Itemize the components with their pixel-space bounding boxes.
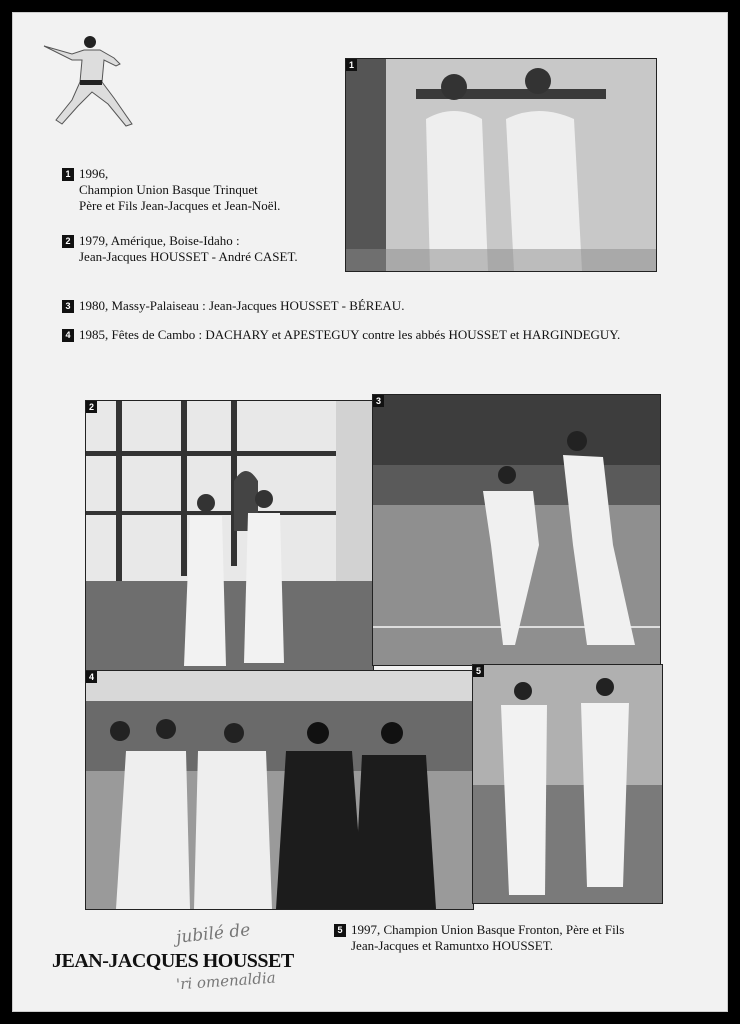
- logo-script-bottom: 'ri omenaldia: [175, 968, 277, 994]
- logo-script-top: jubilé de: [175, 920, 252, 948]
- logo-name: JEAN-JACQUES HOUSSET: [52, 950, 294, 972]
- photo-number-badge: 2: [86, 401, 97, 413]
- caption-text: 1996,: [79, 166, 109, 181]
- photo-number-badge: 4: [86, 671, 97, 683]
- photo-2: [85, 400, 374, 672]
- caption-text: Jean-Jacques et Ramuntxo HOUSSET.: [351, 938, 553, 953]
- caption-text: 1979, Amérique, Boise-Idaho :: [79, 233, 240, 248]
- document-page: [12, 12, 728, 1012]
- caption-2: [62, 233, 352, 265]
- caption-number: 3: [62, 300, 74, 313]
- photo-1: [345, 58, 657, 272]
- caption-text: Père et Fils Jean-Jacques et Jean-Noël.: [79, 198, 281, 213]
- photo-number-badge: 1: [346, 59, 357, 71]
- caption-text: 1997, Champion Union Basque Fronton, Père et Fils: [351, 922, 625, 937]
- caption-number: 4: [62, 329, 74, 342]
- caption-text: Champion Union Basque Trinquet: [79, 182, 258, 197]
- jubilee-logo: [52, 920, 312, 994]
- photo-5: [472, 664, 663, 904]
- photo-4: [85, 670, 474, 910]
- photo-number-badge: 3: [373, 395, 384, 407]
- photo-3: [372, 394, 661, 666]
- player-figure-icon: [42, 34, 137, 134]
- photo-number-badge: 5: [473, 665, 484, 677]
- caption-5: [334, 922, 714, 954]
- caption-4: [62, 327, 722, 343]
- caption-number: 5: [334, 924, 346, 937]
- caption-text: Jean-Jacques HOUSSET - André CASET.: [79, 249, 298, 264]
- caption-1: [62, 166, 342, 214]
- caption-text: 1980, Massy-Palaiseau : Jean-Jacques HOUSSET - BÉREAU.: [79, 298, 405, 313]
- caption-number: 2: [62, 235, 74, 248]
- caption-text: 1985, Fêtes de Cambo : DACHARY et APESTEGUY contre les abbés HOUSSET et HARGINDEGUY.: [79, 327, 621, 342]
- caption-3: [62, 298, 662, 314]
- caption-number: 1: [62, 168, 74, 181]
